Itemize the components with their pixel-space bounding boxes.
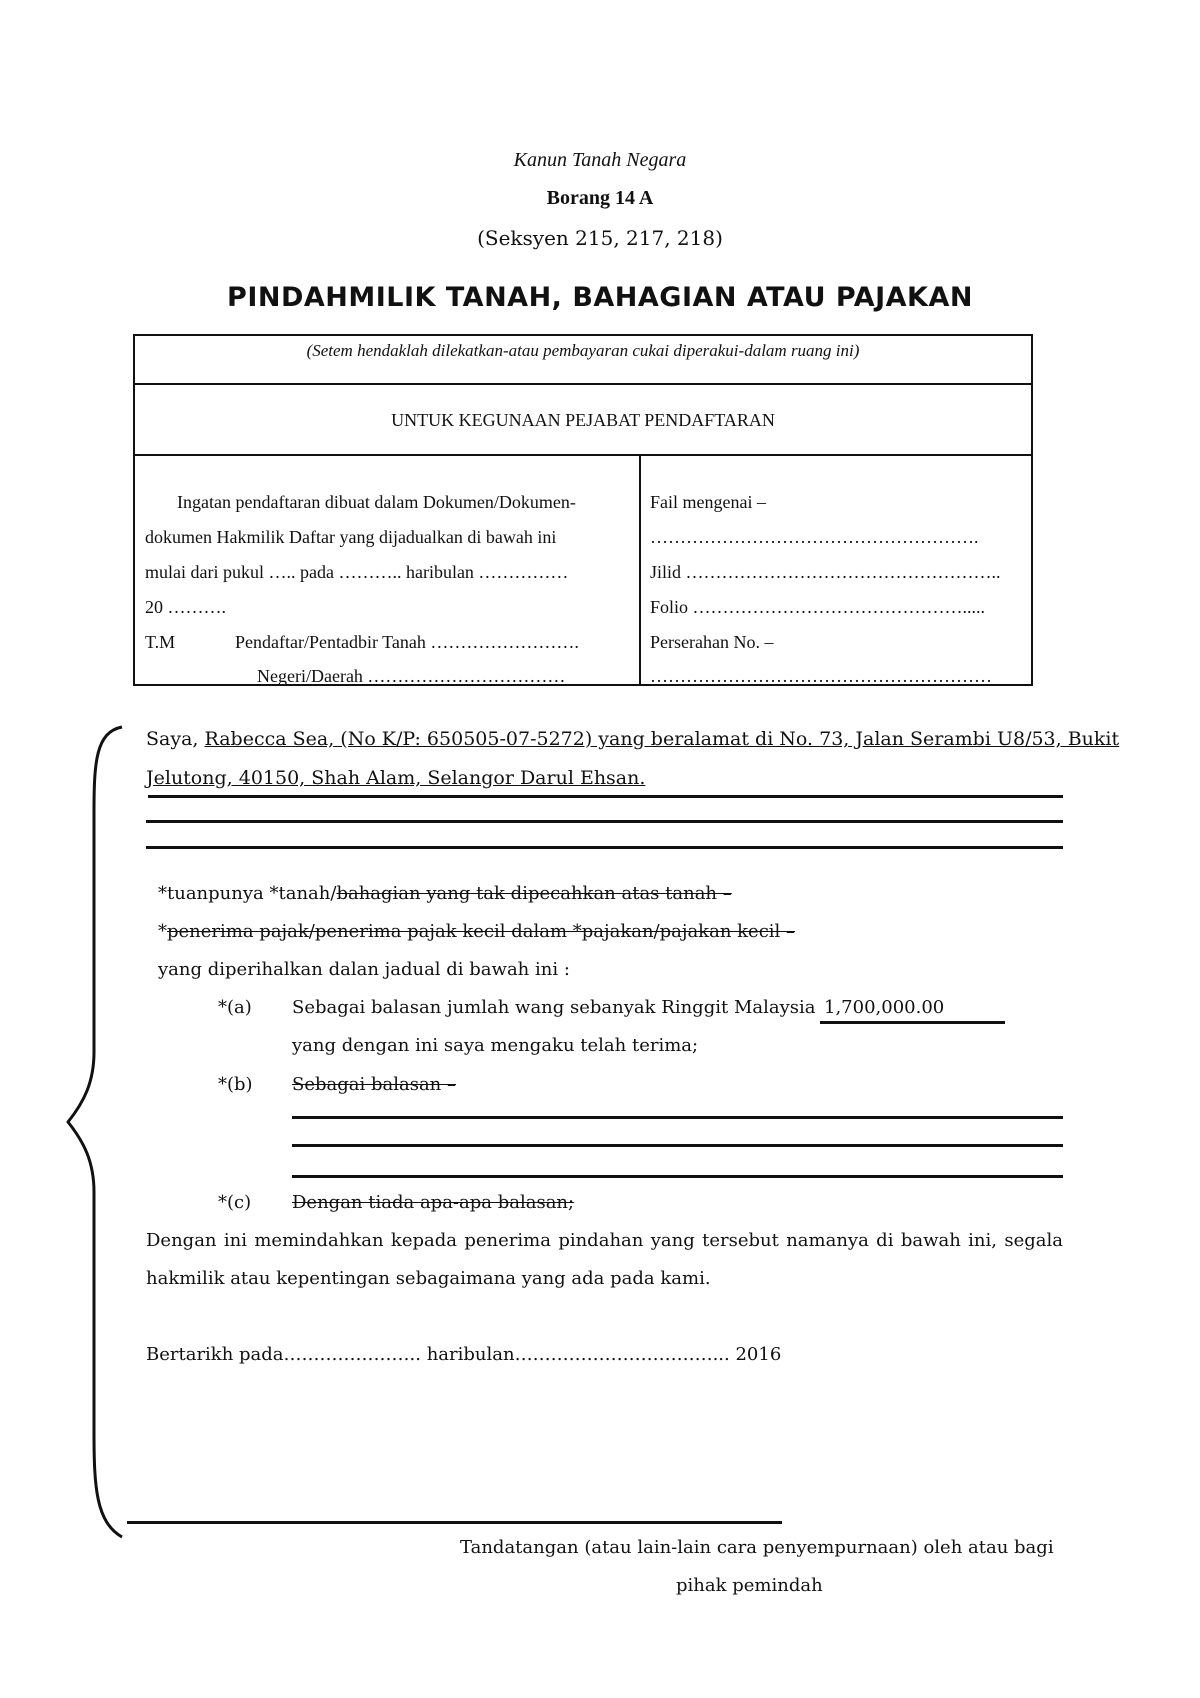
declaration-prefix: Saya, — [146, 728, 205, 750]
consideration-amount: 1,700,000.00 — [824, 997, 945, 1018]
lessee-line — [158, 921, 795, 942]
stamp-note: (Setem hendaklah dilekatkan-atau pembayaran cukai diperakui-dalam ruang ini) — [306, 341, 860, 360]
act-name: Kanun Tanah Negara — [513, 149, 687, 171]
owner-kept: *tuanpunya *tanah/ — [158, 883, 337, 904]
box-divider — [135, 454, 1031, 456]
blank-rule — [146, 820, 1063, 823]
signature-rule — [127, 1521, 782, 1524]
file-dots: ………………………………………………. — [650, 527, 979, 547]
folio-line: Folio ………………………………………..... — [650, 597, 986, 617]
blank-rule — [292, 1144, 1063, 1147]
office-use-heading: UNTUK KEGUNAAN PEJABAT PENDAFTARAN — [391, 410, 775, 430]
registry-note-line: mulai dari pukul ….. pada ……….. haribulan …………… — [145, 562, 569, 582]
schedule-line: yang diperihalkan dalan jadual di bawah ini : — [158, 959, 570, 980]
option-b-text: Sebagai balasan – — [292, 1074, 456, 1095]
option-c-label: *(c) — [218, 1192, 252, 1213]
box-column-divider — [639, 454, 641, 684]
form-number: Borang 14 A — [546, 187, 654, 209]
option-c-text: Dengan tiada apa-apa balasan; — [292, 1192, 575, 1213]
registry-note-line: dokumen Hakmilik Daftar yang dijadualkan di bawah ini — [145, 527, 557, 547]
amount-underline — [820, 1021, 1005, 1024]
transfer-statement-line-1: Dengan ini memindahkan kepada penerima pindahan yang tersebut namanya di bawah ini, segala — [146, 1230, 1063, 1251]
blank-rule — [292, 1175, 1063, 1178]
declaration-line-1 — [146, 728, 1119, 750]
dated-line: Bertarikh pada………………….. haribulan……………………………... 2016 — [146, 1344, 782, 1365]
presentation-label: Perserahan No. – — [650, 632, 774, 652]
option-a-text: Sebagai balasan jumlah wang sebanyak Ringgit Malaysia — [292, 997, 816, 1018]
blank-rule — [292, 1116, 1063, 1119]
blank-rule — [148, 795, 1063, 798]
owner-struck: bahagian yang tak dipecahkan atas tanah – — [336, 883, 732, 904]
transfer-statement-line-2: hakmilik atau kepentingan sebagaimana yang ada pada kami. — [146, 1268, 711, 1289]
file-label: Fail mengenai – — [650, 492, 766, 512]
option-b-label: *(b) — [218, 1074, 253, 1095]
blank-rule — [146, 846, 1063, 849]
registry-note-line: Ingatan pendaftaran dibuat dalam Dokumen/Dokumen- — [177, 492, 576, 512]
owner-line — [158, 883, 732, 904]
tm-label: T.M — [145, 632, 176, 652]
presentation-dots: ………………………………………………… — [650, 666, 992, 686]
option-a-text-2: yang dengan ini saya mengaku telah terima; — [292, 1035, 699, 1056]
registrar-line: Pendaftar/Pentadbir Tanah ……………………. — [235, 632, 579, 652]
brace-icon — [60, 722, 130, 1542]
signature-caption-1: Tandatangan (atau lain-lain cara penyempurnaan) oleh atau bagi — [460, 1537, 1054, 1558]
box-divider — [135, 383, 1031, 385]
signature-caption-2: pihak pemindah — [676, 1575, 823, 1596]
state-district-line: Negeri/Daerah …………………………… — [257, 666, 566, 686]
lessee-struck: penerima pajak/penerima pajak kecil dalam *pajakan/pajakan kecil – — [167, 921, 796, 942]
option-a-label: *(a) — [218, 997, 252, 1018]
sections-reference: (Seksyen 215, 217, 218) — [477, 226, 723, 250]
lessee-kept: * — [158, 921, 167, 942]
declaration-line-2: Jelutong, 40150, Shah Alam, Selangor Darul Ehsan. — [146, 767, 646, 789]
volume-line: Jilid …………………………………………….. — [650, 562, 1001, 582]
registry-note-line: 20 ………. — [145, 597, 226, 617]
document-title: PINDAHMILIK TANAH, BAHAGIAN ATAU PAJAKAN — [227, 282, 973, 313]
transferor-details: Rabecca Sea, (No K/P: 650505-07-5272) yang beralamat di No. 73, Jalan Serambi U8/53, Bukit — [204, 728, 1120, 750]
registry-box — [133, 334, 1033, 686]
